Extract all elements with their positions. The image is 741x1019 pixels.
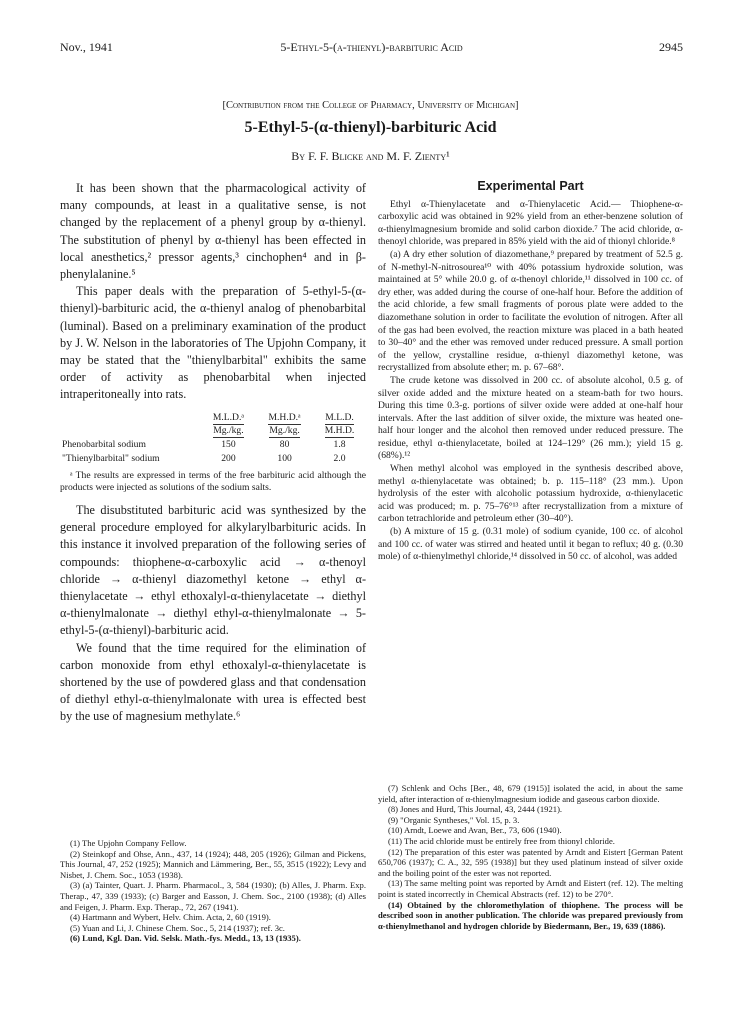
paragraph-findings: We found that the time required for the elimination of carbon monoxide from ethyl ethoxalyl-α-thienylacetate is shortened by the use of powdered glass and that condensation of diethyl ethyl-α-thienylmalonate with urea is effected best by the use of magnesium methylate.⁶ [60, 640, 366, 724]
table-cell: 100 [277, 452, 292, 464]
row-label: "Thienylbarbital" sodium [62, 452, 160, 464]
header-top: M.L.D. [325, 411, 354, 423]
table-cell: 80 [279, 438, 290, 450]
right-column [378, 180, 683, 564]
header-top: M.H.D.ᵃ [268, 411, 301, 423]
table-row [60, 438, 366, 452]
footnote: (13) The same melting point was reported by Arndt and Eistert (ref. 12). The melting point is stated incorrectly in Chemical Abstracts (ref. 12) to be 270°. [378, 878, 683, 899]
table-cell: 1.8 [333, 438, 346, 450]
footnote: (10) Arndt, Loewe and Avan, Ber., 73, 606 (1940). [388, 825, 562, 836]
header-bottom: Mg./kg. [213, 424, 244, 436]
footnote: (11) The acid chloride must be entirely free from thionyl chloride. [388, 835, 615, 846]
toxicity-table [60, 412, 366, 466]
header-top: M.L.D.ᵃ [212, 411, 244, 423]
footnote: (14) Obtained by the chloromethylation of thiophene. The process will be described soon in another publication. The chloride was prepared previously from α-thienylmethanol and hydrogen chloride by Biedermann, Ber., 19, 639 (1886). [378, 899, 683, 931]
right-footnotes [378, 783, 683, 931]
table-header-cell [256, 412, 313, 438]
footnote: (2) Steinkopf and Ohse, Ann., 437, 14 (1924); 448, 205 (1926); Gilman and Pickens, This Journal, 47, 252 (1925); Mannich and Lämmering, Ber., 55, 3515 (1922); Levy and Nisbet, J. Chem. Soc., 1053 (1938). [60, 848, 366, 880]
table-cell: 150 [221, 438, 236, 450]
footnote: (1) The Upjohn Company Fellow. [70, 838, 187, 848]
issue-date: Nov., 1941 [60, 40, 113, 54]
running-title: 5-Ethyl-5-(α-thienyl)-barbituric Acid [280, 40, 463, 54]
footnote: (7) Schlenk and Ochs [Ber., 48, 679 (1915)] isolated the acid, in about the same yield, after interaction of α-thienylmagnesium iodide and gaseous carbon dioxide. [378, 783, 683, 804]
paragraph-crude-ketone: The crude ketone was dissolved in 200 cc. of absolute alcohol, 0.5 g. of silver oxide added and the mixture heated on a steam-bath for two hours. During this time 0.3-g. portions of silver oxide were added at one-half hour intervals. After the last addition of silver oxide, the mixture was heated one-half hour longer and the alcohol then removed under reduced pressure. The residue, ethyl α-thienylacetate, boiled at 124–129° (26 mm.); yield 15 g. (68%).¹² [378, 374, 683, 462]
table-header-cell [313, 412, 366, 438]
section-heading: Experimental Part [477, 179, 584, 193]
header-bottom: M.H.D. [324, 424, 355, 436]
footnote: (8) Jones and Hurd, This Journal, 43, 2444 (1921). [388, 804, 563, 815]
table-row [60, 452, 366, 466]
footnote: (3) (a) Tainter, Quart. J. Pharm. Pharmacol., 3, 584 (1930); (b) Alles, J. Pharm. Exp. Therap., 47, 339 (1933); (c) Barger and Easson, J. Chem. Soc., 2100 (1938); (d) Alles and Feigen, J. Pharm. Exp. Therap., 72, 267 (1941). [60, 880, 366, 912]
paragraph-preparation: This paper deals with the preparation of 5-ethyl-5-(α-thienyl)-barbituric acid, the α-thienyl analog of phenobarbital (luminal). Based on a preliminary examination of the product by J. W. Nelson in the laboratories of The Upjohn Company, it may be stated that the "thienylbarbital" exhibits the same order of activity as phenobarbital when injected intraperitoneally into rats. [60, 284, 366, 402]
table-cell: 200 [221, 452, 236, 464]
table-footnote: ᵃ The results are expressed in terms of the free barbituric acid although the products were injected as solutions of the sodium salts. [60, 469, 366, 493]
contribution-line: [Contribution from the College of Pharmacy, University of Michigan] [222, 100, 519, 111]
article-title: 5-Ethyl-5-(α-thienyl)-barbituric Acid [244, 119, 497, 136]
row-label: Phenobarbital sodium [62, 438, 146, 450]
left-column [60, 180, 366, 726]
footnote: (5) Yuan and Li, J. Chinese Chem. Soc., 5, 214 (1937); ref. 3c. [70, 922, 285, 933]
paragraph-methyl-alcohol: When methyl alcohol was employed in the synthesis described above, methyl α-thienylacetate was obtained; b. p. 115–118° (23 mm.). Upon hydrolysis of the ester with alcoholic potassium hydroxide, α-thienylacetic acid was produced; m. p. 75–76°¹³ after recrystallization from a mixture of carbon tetrachloride and petroleum ether (30–40°). [378, 463, 683, 525]
table-cell: 2.0 [333, 452, 346, 464]
footnote: (6) Lund, Kgl. Dan. Vid. Selsk. Math.-fys. Medd., 13, 13 (1935). [70, 933, 301, 944]
author-byline: By F. F. Blicke and M. F. Zienty¹ [291, 149, 450, 163]
running-head [60, 40, 683, 56]
table-header-blank [60, 412, 201, 438]
page-number: 2945 [659, 40, 683, 54]
left-footnotes [60, 838, 366, 944]
paragraph-thienylacetate: Ethyl α-Thienylacetate and α-Thienylacetic Acid.— Thiophene-α-carboxylic acid was obtained in 92% yield from an ether-benzene solution of α-thienylmagnesium bromide and solid carbon dioxide.⁷ The acid chloride, α-thenoyl chloride, was prepared in 85% yield with the aid of thionyl chloride.⁸ [378, 198, 683, 248]
paragraph-synthesis: The disubstituted barbituric acid was synthesized by the general procedure employed for alkylarylbarbituric acids. In this instance it involved preparation of the following series of compounds: thiophene-α-carboxylic acid → α-thenoyl chloride → α-thienyl diazomethyl ketone → ethyl α-thienylacetate → ethyl ethoxalyl-α-thienylacetate → diethyl α-thienylmalonate → diethyl ethyl-α-thienylmalonate → 5-ethyl-5-(α-thienyl)-barbituric acid. [60, 503, 366, 638]
header-bottom: Mg./kg. [269, 424, 300, 436]
intro-paragraph: It has been shown that the pharmacological activity of many compounds, at least in a qualitative sense, is not changed by the replacement of a phenyl group by α-thienyl. The substitution of phenyl by α-thienyl has been effected in local anesthetics,² pressor agents,³ cinchophen⁴ and in β-phenylalanine.⁵ [60, 181, 366, 282]
paragraph-sodium-cyanide: (b) A mixture of 15 g. (0.31 mole) of sodium cyanide, 100 cc. of alcohol and 100 cc. of water was stirred and heated until it began to reflux; 40 g. (0.30 mole) of α-thienylmethyl chloride,¹⁴ dissolved in 50 cc. of alcohol, was added [378, 526, 683, 563]
table-header-cell [201, 412, 256, 438]
footnote: (12) The preparation of this ester was patented by Arndt and Eistert [German Patent 650,706 (1937); C. A., 32, 595 (1938)] but they used platinum instead of silver oxide and the boiling point of the ester was not reported. [378, 846, 683, 878]
footnote: (9) "Organic Syntheses," Vol. 15, p. 3. [388, 814, 520, 825]
paragraph-diazomethane: (a) A dry ether solution of diazomethane,⁹ prepared by treatment of 52.5 g. of N-methyl-N-nitrosourea¹⁰ with 40% potassium hydroxide solution, was maintained at 5° while 20.0 g. of α-thenoyl chloride,¹¹ dissolved in 100 cc. of dry ether, was added during the course of one-half hour. Before the addition of the acid chloride, a few small fragments of porous plate were added to the diazomethane solution in order to facilitate the evolution of nitrogen. After all of the gas had been evolved, the reaction mixture was placed in a bath heated to 30–40° and the ether was removed under reduced pressure. A small portion of the yellow, crystalline residue, α-thienyl diazomethyl ketone, was recrystallized from absolute ether; m. p. 67–68°. [378, 248, 683, 374]
footnote: (4) Hartmann and Wybert, Helv. Chim. Acta, 2, 60 (1919). [70, 912, 271, 923]
